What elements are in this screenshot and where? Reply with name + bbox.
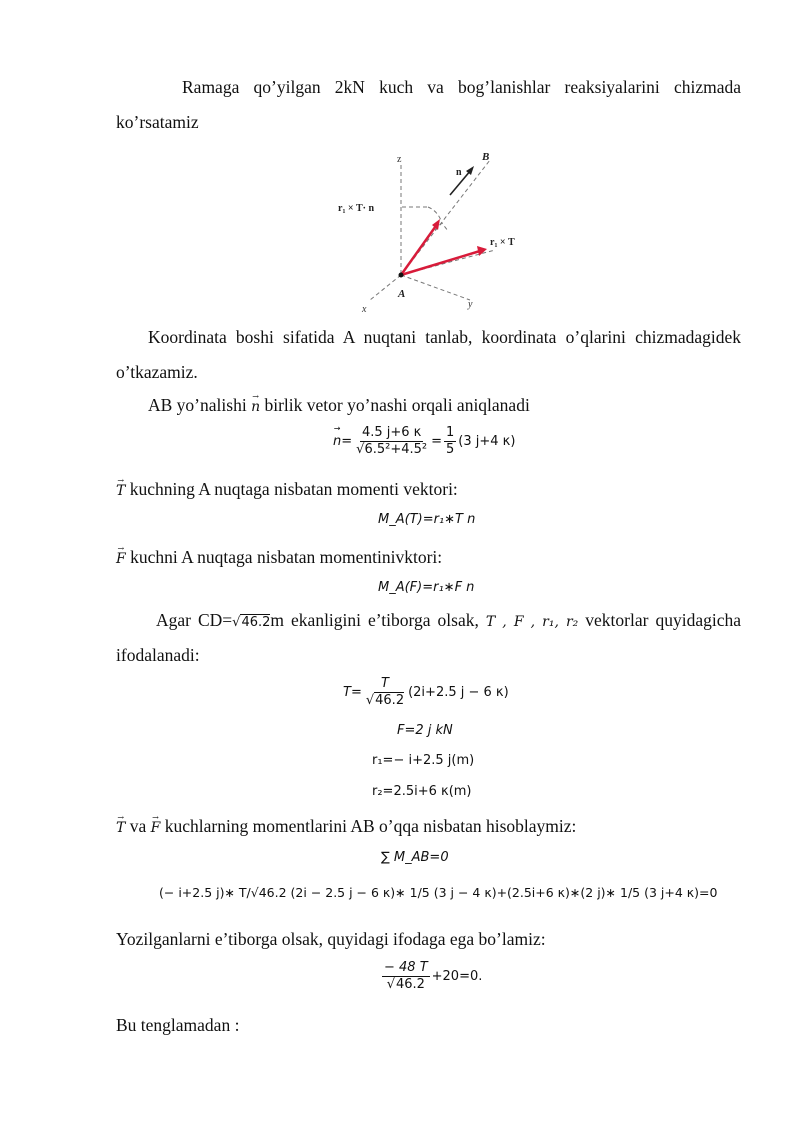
label-r1xTn: r₁ × T· n xyxy=(338,203,375,214)
label-B: B xyxy=(482,151,490,163)
equation-unit-vector: → n= $\frac{4.5 j+6 \kappa}{\text{√6.5²+4.5²}}$ = $\frac{1}{5}$ (3 j+4 κ) xyxy=(333,425,515,458)
moment-diagram xyxy=(330,145,560,315)
equation-result: $\frac{- 48 T}{√46.2}$ +20=0. xyxy=(384,960,483,992)
intro-line-1: Ramaga qo’yilgan 2kN kuch va bog’lanishlar reaksiyalarini chizmada xyxy=(182,77,741,97)
label-n: n xyxy=(456,167,462,178)
paragraph-coordinates: Koordinata boshi sifatida A nuqtani tanlab, koordinata o’qlarini chizmadagidek xyxy=(148,327,741,347)
label-r1xT: r₁ × T xyxy=(490,237,515,248)
label-z: z xyxy=(397,154,402,165)
paragraph-vectors: Agar CD=√46.2m ekanligini e’tiborga olsak, T , F , r₁, r₂ vektorlar quyidagicha xyxy=(156,610,741,630)
coordinates-line-2: o’tkazamiz. xyxy=(116,362,198,382)
paragraph-intro xyxy=(116,75,741,99)
equation-sum-moments: ∑ M_AB=0 xyxy=(381,850,449,865)
equation-moment-expansion: (− i+2.5 j)∗ T/√46.2 (2i − 2.5 j − 6 κ)∗ 1/5 (3 j − 4 κ)+(2.5i+6 κ)∗(2 j)∗ 1/5 (3 j+4 κ)=0 xyxy=(159,885,718,900)
vectors-line-2: ifodalanadi: xyxy=(116,645,200,665)
equation-r1-vector: r₁=− i+2.5 j(m) xyxy=(372,753,475,768)
equation-r2-vector: r₂=2.5i+6 κ(m) xyxy=(372,784,472,799)
paragraph-F-moment: → F kuchni A nuqtaga nisbatan momentinivktori: xyxy=(116,545,442,571)
paragraph-unit-vector: AB yo’nalishi → n birlik vetor yo’nashi orqali aniqlanadi xyxy=(148,393,530,419)
paragraph-conclusion: Bu tenglamadan : xyxy=(116,1015,240,1035)
equation-T-vector: T= $\frac{T}{√46.2}$ (2i+2.5 j − 6 κ) xyxy=(343,676,509,708)
label-x: x xyxy=(362,304,367,315)
equation-moment-F: M_A(F)=r₁∗F n xyxy=(378,580,475,595)
label-A: A xyxy=(398,288,406,300)
paragraph-T-moment: → T kuchning A nuqtaga nisbatan momenti vektori: xyxy=(116,477,458,503)
label-y: y xyxy=(468,299,473,310)
vector-r1xT xyxy=(401,251,480,275)
intro-line-2: ko’rsatamiz xyxy=(116,112,199,132)
paragraph-axis-moments: → T va → F kuchlarning momentlarini AB o’qqa nisbatan hisoblaymiz: xyxy=(116,814,576,840)
equation-moment-T: M_A(T)=r₁∗T n xyxy=(378,512,476,527)
vector-r1xTn xyxy=(401,223,438,275)
paragraph-result: Yozilganlarni e’tiborga olsak, quyidagi ifodaga ega bo’lamiz: xyxy=(116,929,546,949)
equation-F-vector: F=2 j kN xyxy=(397,723,453,738)
